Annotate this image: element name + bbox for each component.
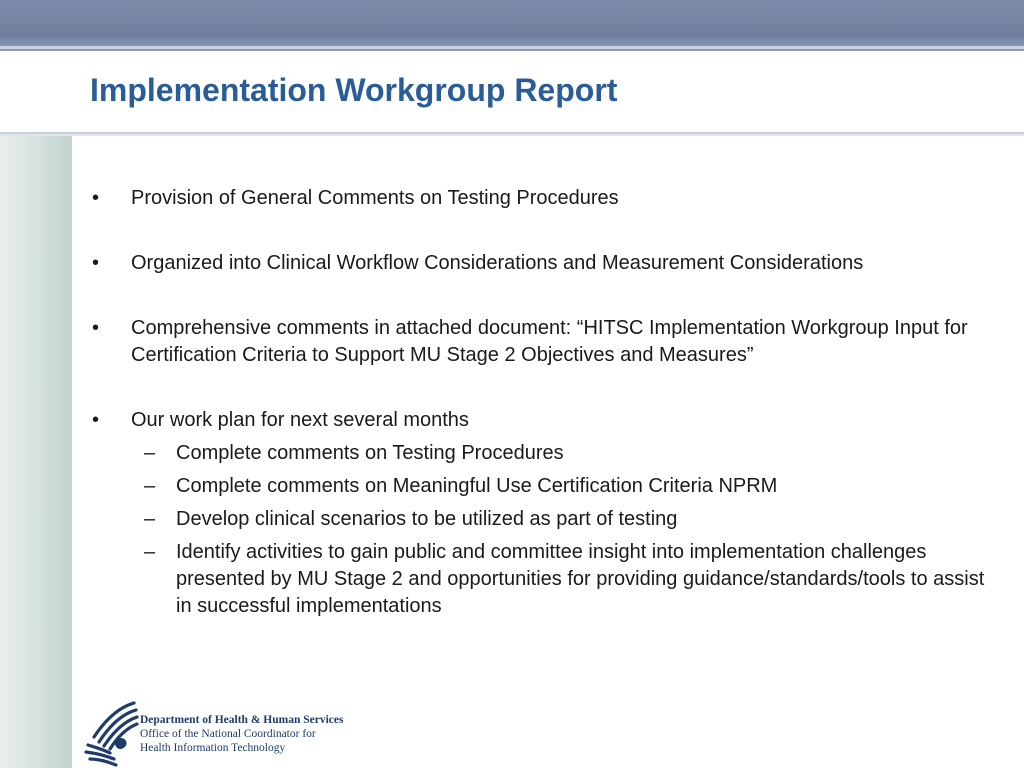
sub-bullet-marker: – — [144, 475, 156, 497]
sub-bullet-text: Complete comments on Testing Procedures — [176, 442, 564, 464]
bullet-item — [92, 185, 992, 212]
sub-bullet-marker: – — [144, 508, 156, 530]
sub-bullet-item — [131, 539, 992, 620]
hhs-eagle-icon — [80, 697, 142, 767]
sub-bullet-text: Develop clinical scenarios to be utilized as part of testing — [176, 508, 678, 530]
sub-bullet-item — [131, 440, 992, 467]
sub-bullet-marker: – — [144, 442, 156, 464]
bullet-marker: • — [92, 317, 100, 339]
top-divider-dark — [0, 49, 1024, 51]
logo-office: Office of the National Coordinator for — [140, 728, 316, 740]
bullet-item — [92, 407, 992, 620]
bullet-item — [92, 315, 992, 369]
hhs-logo-text — [140, 713, 343, 755]
bullet-text: Provision of General Comments on Testing Procedures — [131, 187, 619, 209]
top-band — [0, 0, 1024, 46]
bullet-item — [92, 250, 992, 277]
sub-bullet-text: Identify activities to gain public and committee insight into implementation challenges presented by MU Stage 2 and opportunities for providing guidance/standards/tools to assist in successful implementations — [176, 541, 985, 617]
sub-bullet-item — [131, 473, 992, 500]
left-gradient-strip — [0, 136, 72, 768]
bullet-marker: • — [92, 252, 100, 274]
bullet-marker: • — [92, 409, 100, 431]
slide-title: Implementation Workgroup Report — [90, 72, 618, 108]
bullet-list — [92, 185, 992, 658]
sub-bullet-text: Complete comments on Meaningful Use Certification Criteria NPRM — [176, 475, 778, 497]
sub-bullet-item — [131, 506, 992, 533]
sub-bullet-marker: – — [144, 541, 156, 563]
logo-office-hit: Health Information Technology — [140, 742, 286, 754]
bullet-text: Organized into Clinical Workflow Considerations and Measurement Considerations — [131, 252, 864, 274]
hhs-logo — [76, 695, 346, 768]
bullet-text: Our work plan for next several months — [131, 409, 469, 431]
sub-bullet-list — [131, 440, 992, 620]
title-underline — [0, 132, 1024, 136]
bullet-text: Comprehensive comments in attached document: “HITSC Implementation Workgroup Input for Certification Criteria to Support MU Stage 2 Objectives and Measures” — [131, 317, 968, 366]
bullet-marker: • — [92, 187, 100, 209]
logo-department: Department of Health & Human Services — [140, 714, 344, 726]
